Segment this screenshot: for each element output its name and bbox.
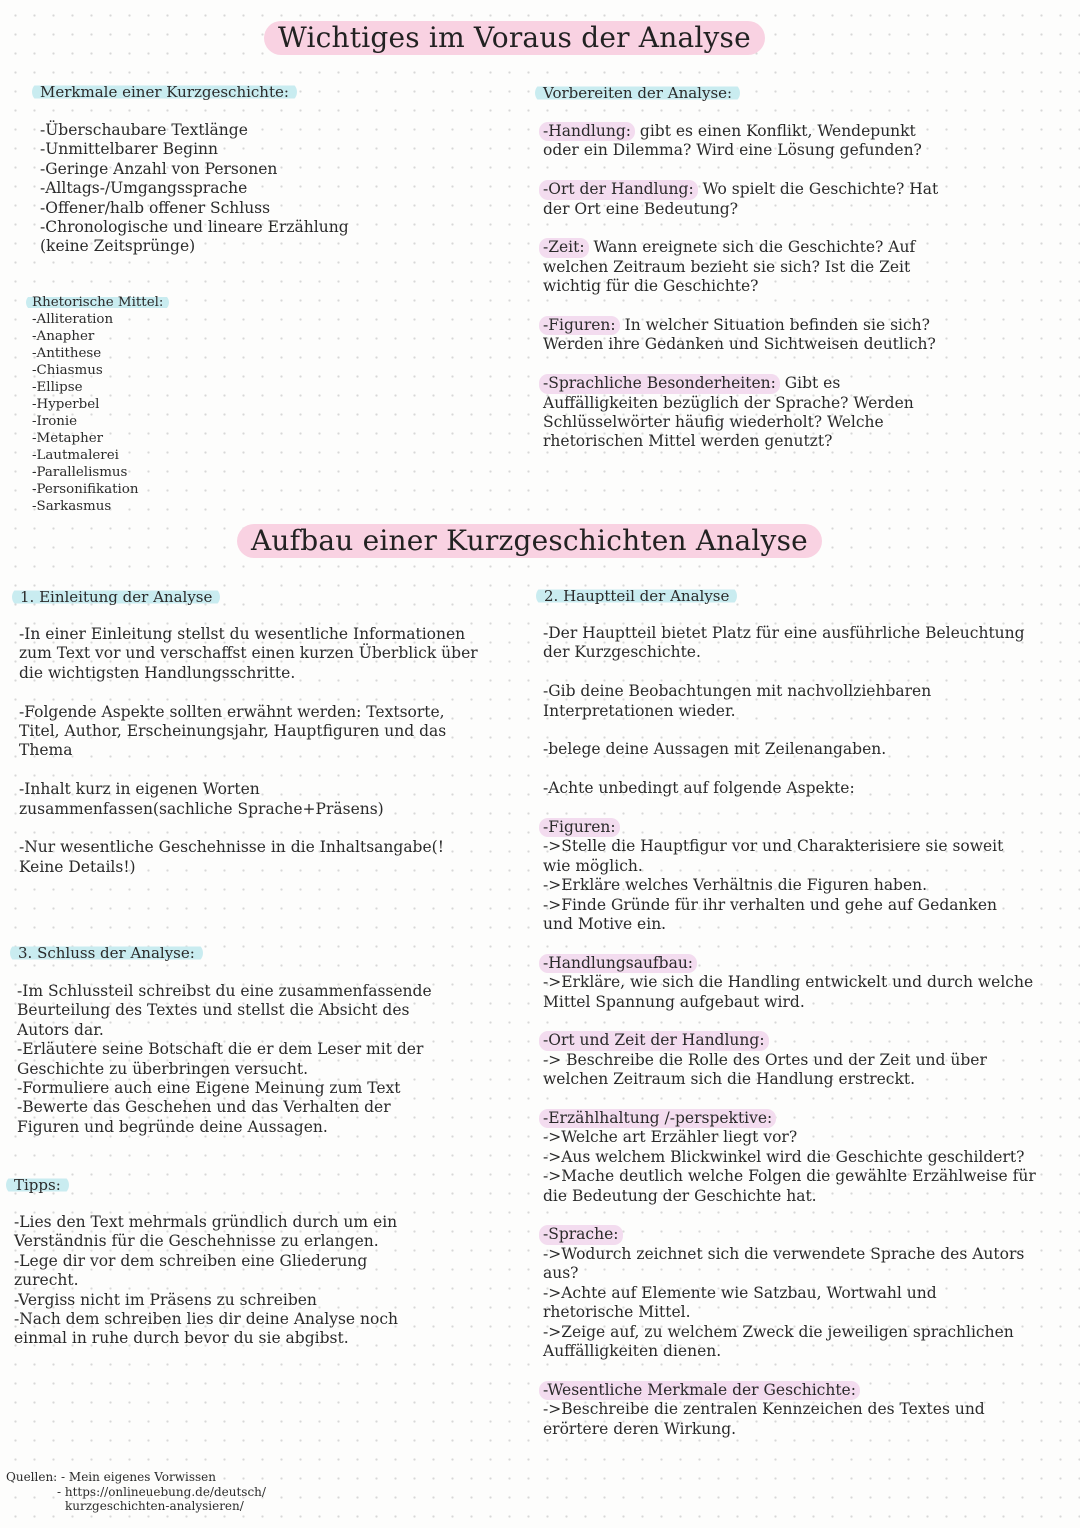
list-item: -Sarkasmus bbox=[32, 499, 112, 514]
einleitung-heading: 1. Einleitung der Analyse bbox=[12, 587, 220, 607]
einleitung-body bbox=[19, 625, 519, 897]
list-item: -Offener/halb offener Schluss bbox=[40, 198, 271, 217]
vorbereiten-block-handlung bbox=[539, 122, 1059, 161]
list-item: -Alltags-/Umgangssprache bbox=[40, 179, 248, 198]
text-line: -Formuliere auch eine Eigene Meinung zum Text bbox=[17, 1079, 401, 1098]
hauptteil-heading: 2. Hauptteil der Analyse bbox=[536, 586, 737, 606]
text-line: Keine Details!) bbox=[19, 857, 136, 876]
vorbereiten-blocks bbox=[539, 122, 1059, 471]
block-line: rhetorischen Mittel werden genutzt? bbox=[543, 432, 833, 451]
text-line: -Lege dir vor dem schreiben eine Gliederung bbox=[14, 1251, 368, 1270]
aspect-handlungsaufbau bbox=[543, 954, 1068, 1012]
text-line: zurecht. bbox=[14, 1271, 79, 1290]
text-line: Titel, Author, Erscheinungsjahr, Hauptfiguren und das bbox=[19, 722, 447, 741]
aspect-figuren bbox=[543, 818, 1068, 934]
text-line: ->Beschreibe die zentralen Kennzeichen des Textes und bbox=[543, 1400, 985, 1419]
text-line: erörtere deren Wirkung. bbox=[543, 1419, 737, 1438]
source-line: kurzgeschichten-analysieren/ bbox=[65, 1499, 244, 1514]
block-line: In welcher Situation befinden sie sich? bbox=[619, 316, 930, 335]
text-line: ->Erkläre welches Verhältnis die Figuren haben. bbox=[543, 876, 928, 895]
aspect-merkmale bbox=[543, 1381, 1068, 1439]
block-label: -Ort der Handlung: bbox=[539, 180, 698, 199]
paragraph bbox=[19, 703, 519, 761]
merkmale-list bbox=[40, 121, 349, 257]
paragraph bbox=[543, 779, 1068, 798]
list-item: -Unmittelbarer Beginn bbox=[40, 140, 219, 159]
text-line: -Der Hauptteil bietet Platz für eine ausführliche Beleuchtung bbox=[543, 624, 1025, 642]
list-item: -Parallelismus bbox=[32, 465, 128, 480]
vorbereiten-block-figuren bbox=[539, 316, 1059, 355]
merkmale-section bbox=[32, 82, 297, 102]
block-line: Schlüsselwörter häufig wiederholt? Welche bbox=[543, 413, 884, 432]
paragraph bbox=[543, 624, 1068, 663]
block-line: Werden ihre Gedanken und Sichtweisen deutlich? bbox=[543, 335, 936, 354]
block-line: wichtig für die Geschichte? bbox=[543, 277, 759, 296]
text-line: Mittel Spannung aufgebaut wird. bbox=[543, 992, 805, 1011]
aspect-label: -Erzählhaltung /-perspektive: bbox=[539, 1109, 776, 1128]
aspect-label: -Sprache: bbox=[539, 1225, 623, 1244]
hauptteil-section bbox=[536, 586, 737, 606]
paragraph bbox=[19, 780, 519, 819]
sources-label: Quellen: bbox=[6, 1470, 58, 1484]
page-title: Wichtiges im Voraus der Analyse bbox=[264, 21, 765, 55]
list-item: -Chronologische und lineare Erzählung bbox=[40, 218, 349, 237]
hauptteil-body bbox=[543, 624, 1068, 1458]
text-line: -Gib deine Beobachtungen mit nachvollziehbaren bbox=[543, 682, 932, 701]
vorbereiten-block-ort bbox=[539, 180, 1059, 219]
text-line: ->Aus welchem Blickwinkel wird die Geschichte geschildert? bbox=[543, 1147, 1025, 1166]
source-line: - Mein eigenes Vorwissen bbox=[61, 1470, 216, 1484]
text-line: -Folgende Aspekte sollten erwähnt werden: Textsorte, bbox=[19, 702, 445, 721]
list-item: -Ellipse bbox=[32, 380, 83, 395]
aspect-label: -Wesentliche Merkmale der Geschichte: bbox=[539, 1381, 860, 1400]
list-item: -Geringe Anzahl von Personen bbox=[40, 159, 278, 178]
text-line: -Im Schlussteil schreibst du eine zusammenfassende bbox=[17, 982, 432, 1000]
text-line: Verständnis für die Geschehnisse zu erlangen. bbox=[14, 1232, 379, 1251]
text-line: ->Erkläre, wie sich die Handling entwickelt und durch welche bbox=[543, 973, 1034, 992]
paragraph bbox=[19, 838, 519, 877]
block-line: der Ort eine Bedeutung? bbox=[543, 199, 738, 218]
block-label: -Handlung: bbox=[539, 122, 635, 141]
list-item: -Personifikation bbox=[32, 482, 139, 497]
list-item: -Lautmalerei bbox=[32, 448, 119, 463]
text-line: -Erläutere seine Botschaft die er dem Leser mit der bbox=[17, 1040, 424, 1059]
text-line: -Achte unbedingt auf folgende Aspekte: bbox=[543, 779, 855, 798]
aspect-ort-zeit bbox=[543, 1031, 1068, 1089]
aspect-erzaehlhaltung bbox=[543, 1109, 1068, 1206]
text-line: ->Wodurch zeichnet sich die verwendete Sprache des Autors bbox=[543, 1244, 1025, 1263]
list-item: (keine Zeitsprünge) bbox=[40, 237, 196, 256]
block-line: Gibt es bbox=[779, 374, 841, 393]
rhetorik-section bbox=[26, 294, 169, 311]
text-line: -Lies den Text mehrmals gründlich durch um ein bbox=[14, 1213, 398, 1231]
text-line: Thema bbox=[19, 741, 73, 760]
list-item: -Antithese bbox=[32, 346, 102, 361]
text-line: welchen Zeitraum sich die Handlung erstreckt. bbox=[543, 1070, 916, 1089]
tipps-heading: Tipps: bbox=[6, 1175, 69, 1195]
aspect-label: -Figuren: bbox=[539, 818, 620, 837]
text-line: ->Mache deutlich welche Folgen die gewählte Erzählweise für bbox=[543, 1167, 1036, 1186]
vorbereiten-section bbox=[535, 83, 740, 103]
text-line: -Nur wesentliche Geschehnisse in die Inhaltsangabe(! bbox=[19, 838, 444, 857]
rhetorik-list bbox=[32, 311, 138, 515]
text-line: rhetorische Mittel. bbox=[543, 1303, 691, 1322]
paragraph bbox=[543, 740, 1068, 759]
text-line: Autors dar. bbox=[17, 1020, 104, 1039]
list-item: -Ironie bbox=[32, 414, 78, 429]
schluss-heading: 3. Schluss der Analyse: bbox=[10, 943, 203, 963]
text-line: einmal in ruhe durch bevor du sie abgibst. bbox=[14, 1329, 349, 1348]
schluss-section bbox=[10, 943, 203, 963]
source-line: - https://onlineuebung.de/deutsch/ bbox=[57, 1484, 266, 1499]
vorbereiten-block-sprache bbox=[539, 374, 1059, 452]
block-line: Wo spielt die Geschichte? Hat bbox=[697, 180, 939, 199]
text-line: Auffälligkeiten dienen. bbox=[543, 1341, 722, 1360]
text-line: die wichtigsten Handlungsschritte. bbox=[19, 663, 296, 682]
aspect-sprache bbox=[543, 1225, 1068, 1361]
section-title-aufbau: Aufbau einer Kurzgeschichten Analyse bbox=[237, 524, 822, 558]
text-line: wie möglich. bbox=[543, 856, 643, 875]
block-line: welchen Zeitraum bezieht sie sich? Ist die Zeit bbox=[543, 257, 911, 276]
paragraph bbox=[19, 625, 519, 683]
text-line: aus? bbox=[543, 1264, 579, 1283]
schluss-body bbox=[17, 982, 517, 1137]
text-line: Interpretationen wieder. bbox=[543, 701, 736, 720]
sources bbox=[6, 1470, 266, 1514]
block-line: oder ein Dilemma? Wird eine Lösung gefunden? bbox=[543, 141, 922, 160]
text-line: -Bewerte das Geschehen und das Verhalten der bbox=[17, 1098, 391, 1117]
text-line: zum Text vor und verschaffst einen kurzen Überblick über bbox=[19, 644, 478, 663]
aspect-label: -Ort und Zeit der Handlung: bbox=[539, 1031, 769, 1050]
merkmale-heading: Merkmale einer Kurzgeschichte: bbox=[32, 82, 297, 102]
text-line: -belege deine Aussagen mit Zeilenangaben. bbox=[543, 740, 887, 759]
tipps-body bbox=[14, 1213, 514, 1349]
block-label: -Sprachliche Besonderheiten: bbox=[539, 374, 780, 393]
list-item: -Überschaubare Textlänge bbox=[40, 121, 248, 139]
text-line: -Nach dem schreiben lies dir deine Analyse noch bbox=[14, 1310, 398, 1329]
text-line: ->Stelle die Hauptfigur vor und Charakterisiere sie soweit bbox=[543, 837, 1004, 856]
paragraph bbox=[543, 682, 1068, 721]
einleitung-section bbox=[12, 587, 220, 607]
block-label: -Figuren: bbox=[539, 316, 620, 335]
text-line: und Motive ein. bbox=[543, 915, 667, 934]
text-line: -In einer Einleitung stellst du wesentliche Informationen bbox=[19, 625, 466, 643]
block-line: gibt es einen Konflikt, Wendepunkt bbox=[634, 122, 916, 140]
rhetorik-heading: Rhetorische Mittel: bbox=[26, 294, 169, 311]
list-item: -Metapher bbox=[32, 431, 104, 446]
text-line: -Inhalt kurz in eigenen Worten bbox=[19, 780, 260, 799]
vorbereiten-heading: Vorbereiten der Analyse: bbox=[535, 83, 740, 103]
block-line: Wann ereignete sich die Geschichte? Auf bbox=[588, 238, 916, 257]
block-line: Auffälligkeiten bezüglich der Sprache? Werden bbox=[543, 393, 914, 412]
text-line: ->Welche art Erzähler liegt vor? bbox=[543, 1128, 798, 1147]
text-line: -Vergiss nicht im Präsens zu schreiben bbox=[14, 1290, 317, 1309]
list-item: -Hyperbel bbox=[32, 397, 100, 412]
text-line: ->Finde Gründe für ihr verhalten und gehe auf Gedanken bbox=[543, 895, 998, 914]
aspect-label: -Handlungsaufbau: bbox=[539, 954, 697, 973]
list-item: -Chiasmus bbox=[32, 363, 103, 378]
text-line: der Kurzgeschichte. bbox=[543, 643, 701, 662]
text-line: zusammenfassen(sachliche Sprache+Präsens) bbox=[19, 799, 384, 818]
tipps-section bbox=[6, 1175, 69, 1195]
list-item: -Anapher bbox=[32, 329, 95, 344]
text-line: die Bedeutung der Geschichte hat. bbox=[543, 1186, 817, 1205]
list-item: -Alliteration bbox=[32, 312, 114, 327]
text-line: -> Beschreibe die Rolle des Ortes und der Zeit und über bbox=[543, 1050, 987, 1069]
text-line: ->Achte auf Elemente wie Satzbau, Wortwahl und bbox=[543, 1283, 937, 1302]
vorbereiten-block-zeit bbox=[539, 238, 1059, 296]
text-line: Geschichte zu überbringen versucht. bbox=[17, 1059, 309, 1078]
text-line: ->Zeige auf, zu welchem Zweck die jeweiligen sprachlichen bbox=[543, 1322, 1014, 1341]
text-line: Beurteilung des Textes und stellst die Absicht des bbox=[17, 1001, 410, 1020]
text-line: Figuren und begründe deine Aussagen. bbox=[17, 1117, 328, 1136]
block-label: -Zeit: bbox=[539, 238, 589, 257]
